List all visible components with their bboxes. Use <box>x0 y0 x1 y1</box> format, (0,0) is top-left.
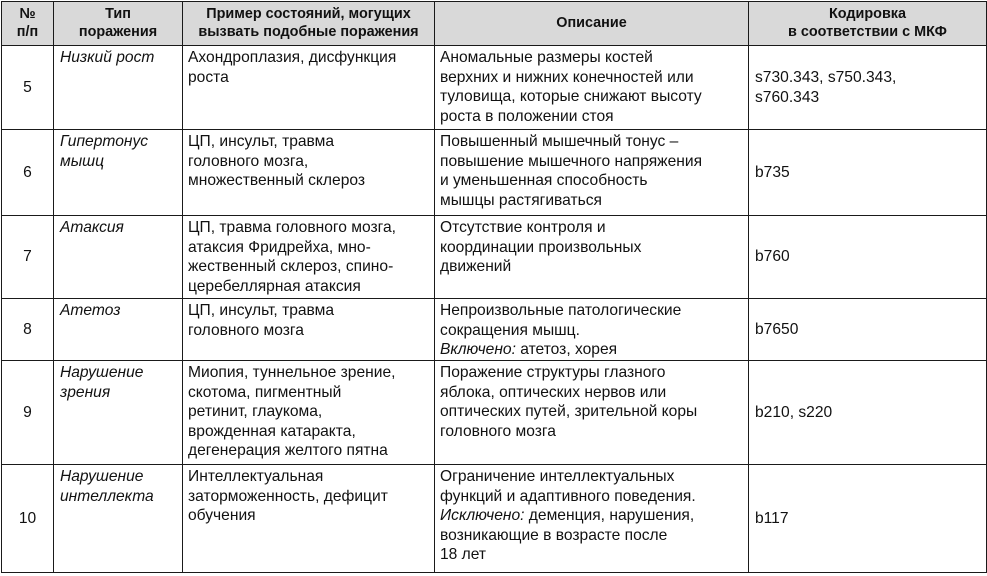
impairment-type: Атетоз <box>54 299 183 361</box>
description: Аномальные размеры костей верхних и нижних конечностей или туловища, которые снижают высоту роста в положении стоя <box>435 46 749 130</box>
table-row <box>2 216 987 299</box>
table-row <box>2 299 987 361</box>
row-number: 5 <box>2 46 54 130</box>
description: Поражение структуры глазного яблока, оптических нервов или оптических путей, зрительной коры головного мозга <box>435 361 749 465</box>
example-conditions: Интеллектуальная заторможенность, дефицит обучения <box>183 465 435 573</box>
row-number: 10 <box>2 465 54 573</box>
example-conditions: ЦП, травма головного мозга, атаксия Фридрейха, мно- жественный склероз, спино- церебеллярная атаксия <box>183 216 435 299</box>
row-number: 6 <box>2 130 54 216</box>
icf-code: b735 <box>749 130 987 216</box>
note-label: Включено: <box>440 341 516 358</box>
note-label: Исключено: <box>440 507 525 524</box>
row-number: 8 <box>2 299 54 361</box>
table-body <box>2 46 987 573</box>
description: Ограничение интеллектуальных функций и адаптивного поведения. Исключено: деменция, нарушения, возникающие в возрасте после 18 лет <box>435 465 749 573</box>
note-text: деменция, нарушения, <box>524 507 695 524</box>
row-number: 9 <box>2 361 54 465</box>
example-conditions: Миопия, туннельное зрение, скотома, пигментный ретинит, глаукома, врожденная катаракта, дегенерация желтого пятна <box>183 361 435 465</box>
header-code: Кодировка в соответствии с МКФ <box>749 2 987 46</box>
icf-code: b210, s220 <box>749 361 987 465</box>
icf-code: b117 <box>749 465 987 573</box>
impairment-type: Низкий рост <box>54 46 183 130</box>
description: Непроизвольные патологические сокращения мышц. Включено: атетоз, хорея <box>435 299 749 361</box>
table-row <box>2 465 987 573</box>
impairment-type: Гипертонус мышц <box>54 130 183 216</box>
table-row <box>2 361 987 465</box>
example-conditions: ЦП, инсульт, травма головного мозга <box>183 299 435 361</box>
header-description: Описание <box>435 2 749 46</box>
description: Отсутствие контроля и координации произвольных движений <box>435 216 749 299</box>
example-conditions: Ахондроплазия, дисфункция роста <box>183 46 435 130</box>
header-examples: Пример состояний, могущих вызвать подобные поражения <box>183 2 435 46</box>
header-type: Тип поражения <box>54 2 183 46</box>
impairment-type: Нарушение интеллекта <box>54 465 183 573</box>
classification-table <box>1 1 987 573</box>
example-conditions: ЦП, инсульт, травма головного мозга, множественный склероз <box>183 130 435 216</box>
description: Повышенный мышечный тонус – повышение мышечного напряжения и уменьшенная способность мышцы растягиваться <box>435 130 749 216</box>
row-number: 7 <box>2 216 54 299</box>
description-note <box>440 506 744 526</box>
icf-code: s730.343, s750.343, s760.343 <box>749 46 987 130</box>
note-text: атетоз, хорея <box>515 341 618 358</box>
icf-code: b760 <box>749 216 987 299</box>
impairment-type: Нарушение зрения <box>54 361 183 465</box>
header-row <box>2 2 987 46</box>
description-note <box>440 340 744 360</box>
header-num: № п/п <box>2 2 54 46</box>
impairment-type: Атаксия <box>54 216 183 299</box>
table-header <box>2 2 987 46</box>
icf-code: b7650 <box>749 299 987 361</box>
table-row <box>2 46 987 130</box>
table-row <box>2 130 987 216</box>
